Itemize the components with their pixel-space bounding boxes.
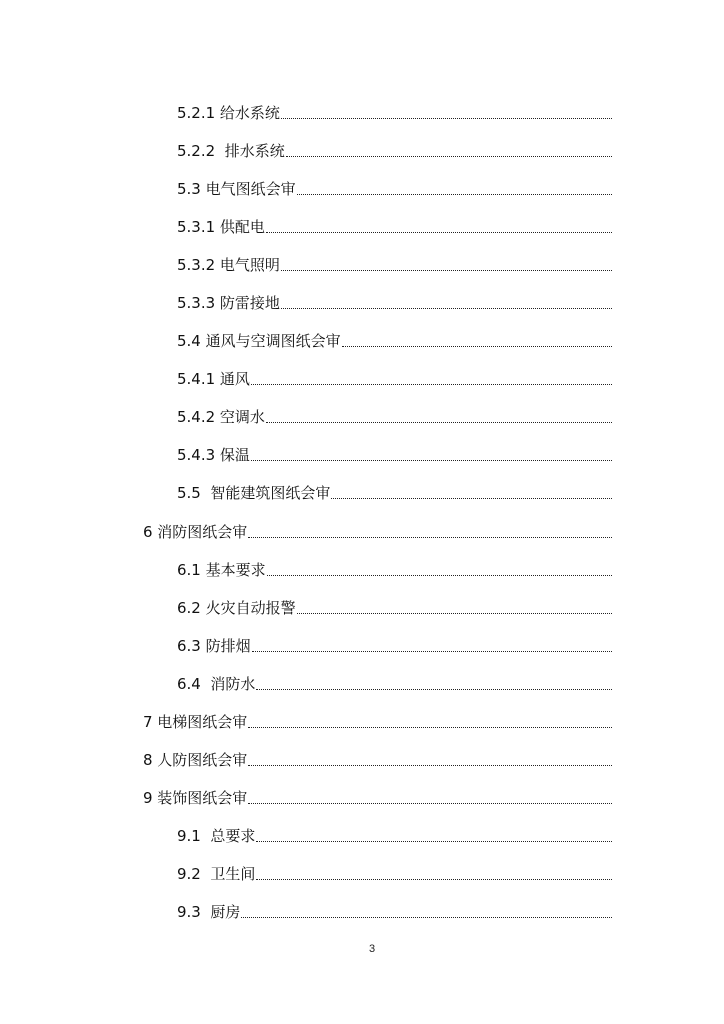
toc-dot-leader xyxy=(251,459,612,461)
toc-dot-leader xyxy=(342,345,612,347)
toc-entry-title: 9.3 厨房 xyxy=(177,903,241,921)
toc-dot-leader xyxy=(256,688,612,690)
toc-entry[interactable] xyxy=(0,360,724,398)
toc-entry-title: 7 电梯图纸会审 xyxy=(143,712,248,731)
toc-entry[interactable] xyxy=(0,551,724,589)
toc-dot-leader xyxy=(256,840,612,842)
toc-entry-title: 6 消防图纸会审 xyxy=(143,522,248,541)
toc-entry-title: 5.4.3 保温 xyxy=(177,446,250,465)
toc-dot-leader xyxy=(267,574,612,576)
toc-entry-title: 5.2.1 给水系统 xyxy=(177,104,280,123)
toc-entry-title: 5.3.2 电气照明 xyxy=(177,256,280,275)
toc-entry-title: 5.2.2 排水系统 xyxy=(177,142,285,161)
toc-entry-title: 5.3.3 防雷接地 xyxy=(177,294,280,313)
toc-entry-title: 6.1 基本要求 xyxy=(177,560,266,579)
toc-dot-leader xyxy=(297,193,612,195)
toc-entry[interactable] xyxy=(0,589,724,627)
toc-entry-title: 5.5 智能建筑图纸会审 xyxy=(177,484,331,503)
toc-entry[interactable] xyxy=(0,627,724,665)
toc-entry-title: 5.3.1 供配电 xyxy=(177,218,265,237)
toc-entry-title: 5.3 电气图纸会审 xyxy=(177,180,296,199)
toc-entry[interactable] xyxy=(0,322,724,360)
toc-entry[interactable] xyxy=(0,170,724,208)
toc-dot-leader xyxy=(241,916,612,918)
toc-dot-leader xyxy=(248,764,612,766)
toc-entry[interactable] xyxy=(0,855,724,893)
toc-entry[interactable] xyxy=(0,132,724,170)
toc-dot-leader xyxy=(256,878,612,880)
toc-dot-leader xyxy=(331,497,612,499)
toc-entry-title: 9 装饰图纸会审 xyxy=(143,788,248,807)
toc-dot-leader xyxy=(251,383,612,385)
toc-entry[interactable] xyxy=(0,817,724,855)
toc-entry[interactable] xyxy=(0,284,724,322)
toc-entry[interactable] xyxy=(0,513,724,551)
toc-dot-leader xyxy=(281,307,612,309)
toc-dot-leader xyxy=(266,231,612,233)
toc-entry[interactable] xyxy=(0,665,724,703)
toc-entry[interactable] xyxy=(0,474,724,512)
toc-entry[interactable] xyxy=(0,246,724,284)
toc-entry-title: 5.4.1 通风 xyxy=(177,370,250,389)
toc-entry-title: 6.2 火灾自动报警 xyxy=(177,598,296,617)
toc-entry-title: 9.2 卫生间 xyxy=(177,864,256,883)
toc-entry-title: 6.3 防排烟 xyxy=(177,636,251,655)
toc-dot-leader xyxy=(266,421,612,423)
table-of-contents xyxy=(0,94,724,931)
toc-entry[interactable] xyxy=(0,893,724,931)
toc-entry[interactable] xyxy=(0,208,724,246)
toc-dot-leader xyxy=(281,269,612,271)
toc-entry-title: 9.1 总要求 xyxy=(177,826,256,845)
toc-entry-title: 6.4 消防水 xyxy=(177,674,256,693)
page-number: 3 xyxy=(368,943,376,955)
toc-entry[interactable] xyxy=(0,436,724,474)
toc-entry[interactable] xyxy=(0,741,724,779)
toc-dot-leader xyxy=(248,726,612,728)
toc-entry[interactable] xyxy=(0,94,724,132)
toc-entry[interactable] xyxy=(0,779,724,817)
toc-dot-leader xyxy=(297,612,612,614)
toc-dot-leader xyxy=(286,155,612,157)
toc-dot-leader xyxy=(248,802,612,804)
toc-entry[interactable] xyxy=(0,703,724,741)
toc-entry-title: 5.4 通风与空调图纸会审 xyxy=(177,332,341,351)
toc-entry-title: 5.4.2 空调水 xyxy=(177,408,265,427)
toc-entry-title: 8 人防图纸会审 xyxy=(143,750,248,769)
toc-dot-leader xyxy=(281,117,612,119)
toc-entry[interactable] xyxy=(0,398,724,436)
toc-dot-leader xyxy=(252,650,612,652)
toc-dot-leader xyxy=(248,536,612,538)
